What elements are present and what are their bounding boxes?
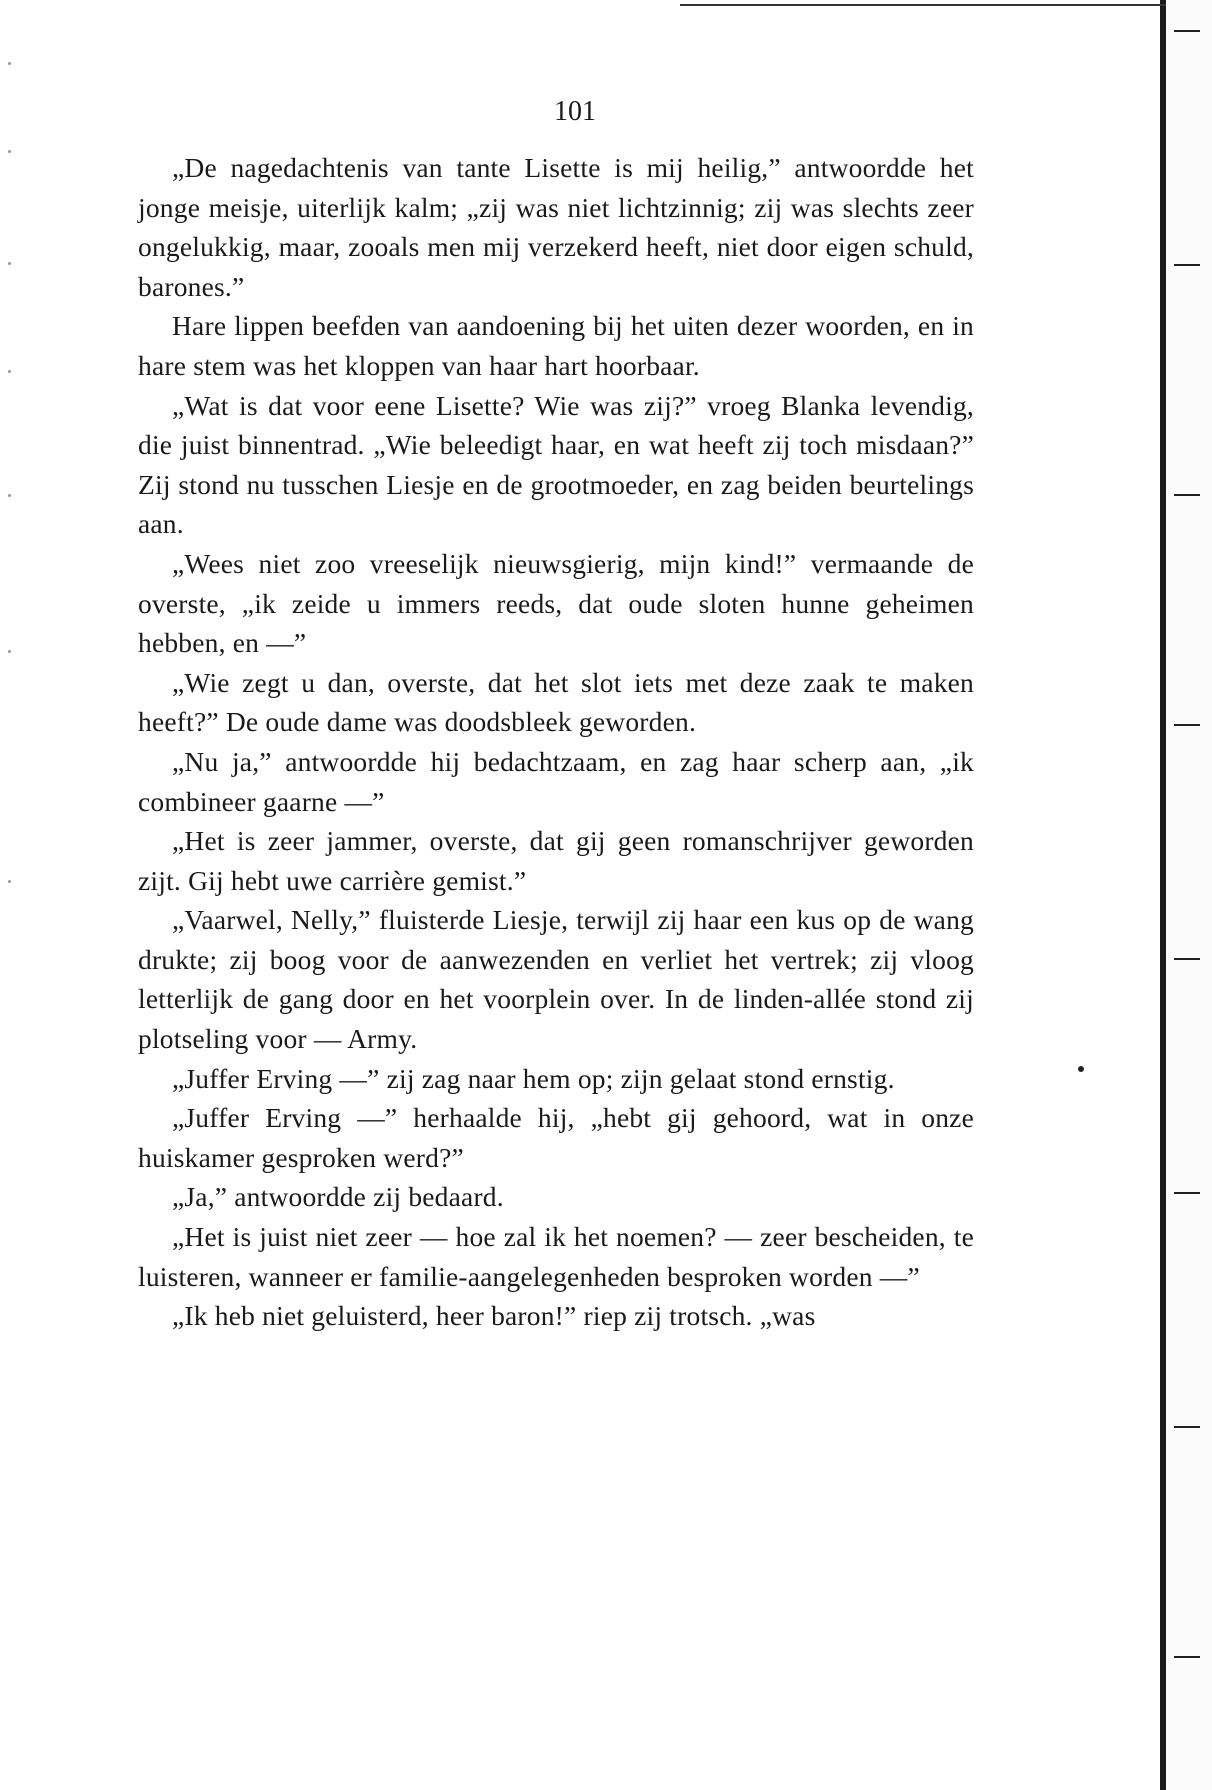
top-edge-rule	[680, 4, 1166, 6]
paragraph: „Vaarwel, Nelly,” fluisterde Liesje, terwijl zij haar een kus op de wang drukte; zij boog voor de aanwezenden en verliet het vertrek; zij vloog letterlijk de gang door en het voorplein over. In de linden-allée stond zij plotseling voor — Army.	[138, 904, 974, 1055]
page-edge-tick	[1174, 1426, 1200, 1428]
paragraph: „Nu ja,” antwoordde hij bedachtzaam, en zag haar scherp aan, „ik combineer gaarne —”	[138, 745, 974, 817]
paragraph: „Juffer Erving —” herhaalde hij, „hebt gij gehoord, wat in onze huiskamer gesproken werd?”	[138, 1102, 974, 1173]
paragraph: „Wat is dat voor eene Lisette? Wie was zij?” vroeg Blanka levendig, die juist binnentrad. „Wie beleedigt haar, en wat heeft zij toch misdaan?” Zij stond nu tusschen Liesje en de grootmoeder, en zag beiden beurtelings aan.	[138, 389, 974, 540]
paragraph: „Wees niet zoo vreeselijk nieuwsgierig, mijn kind!” vermaande de overste, „ik zeide u immers reeds, dat oude sloten hunne geheimen hebben, en —”	[138, 547, 974, 659]
margin-dot	[1078, 1066, 1084, 1072]
margin-speck	[8, 62, 11, 65]
page-edge-tick	[1174, 1192, 1200, 1194]
binding-edge	[1160, 0, 1166, 1790]
paragraph: „Het is zeer jammer, overste, dat gij geen romanschrijver geworden zijt. Gij hebt uwe carrière gemist.”	[138, 825, 974, 896]
paragraph: „De nagedachtenis van tante Lisette is mij heilig,” antwoordde het jonge meisje, uiterlijk kalm; „zij was niet lichtzinnig; zij was slechts zeer ongelukkig, maar, zooals men mij verzekerd heeft, niet door eigen schuld, barones.”	[138, 152, 974, 302]
paragraph: „Ja,” antwoordde zij bedaard.	[172, 1181, 504, 1213]
body-text	[138, 148, 974, 1336]
page-edge-tick	[1174, 264, 1200, 266]
page-number: 101	[554, 96, 596, 127]
margin-speck	[8, 494, 11, 497]
margin-speck	[8, 650, 11, 653]
margin-speck	[8, 880, 11, 883]
margin-speck	[8, 370, 11, 373]
paragraph: Hare lippen beefden van aandoening bij het uiten dezer woorden, en in hare stem was het kloppen van haar hart hoorbaar.	[138, 310, 974, 381]
page-edge-tick	[1174, 958, 1200, 960]
page-edge-tick	[1174, 1656, 1200, 1658]
paragraph: „Juffer Erving —” zij zag naar hem op; zijn gelaat stond ernstig.	[172, 1062, 895, 1094]
margin-speck	[8, 262, 11, 265]
paragraph: „Het is juist niet zeer — hoe zal ik het noemen? — zeer bescheiden, te luisteren, wanneer er familie-aangelegenheden besproken worden —”	[138, 1221, 974, 1292]
page-edge-tick	[1174, 494, 1200, 496]
page-edge-tick	[1174, 724, 1200, 726]
paragraph: „Ik heb niet geluisterd, heer baron!” riep zij trotsch. „was	[172, 1300, 816, 1332]
binding-shadow	[1166, 0, 1212, 1790]
margin-speck	[8, 150, 11, 153]
paragraph: „Wie zegt u dan, overste, dat het slot iets met deze zaak te maken heeft?” De oude dame was doodsbleek geworden.	[138, 666, 974, 738]
page-edge-tick	[1174, 30, 1200, 32]
